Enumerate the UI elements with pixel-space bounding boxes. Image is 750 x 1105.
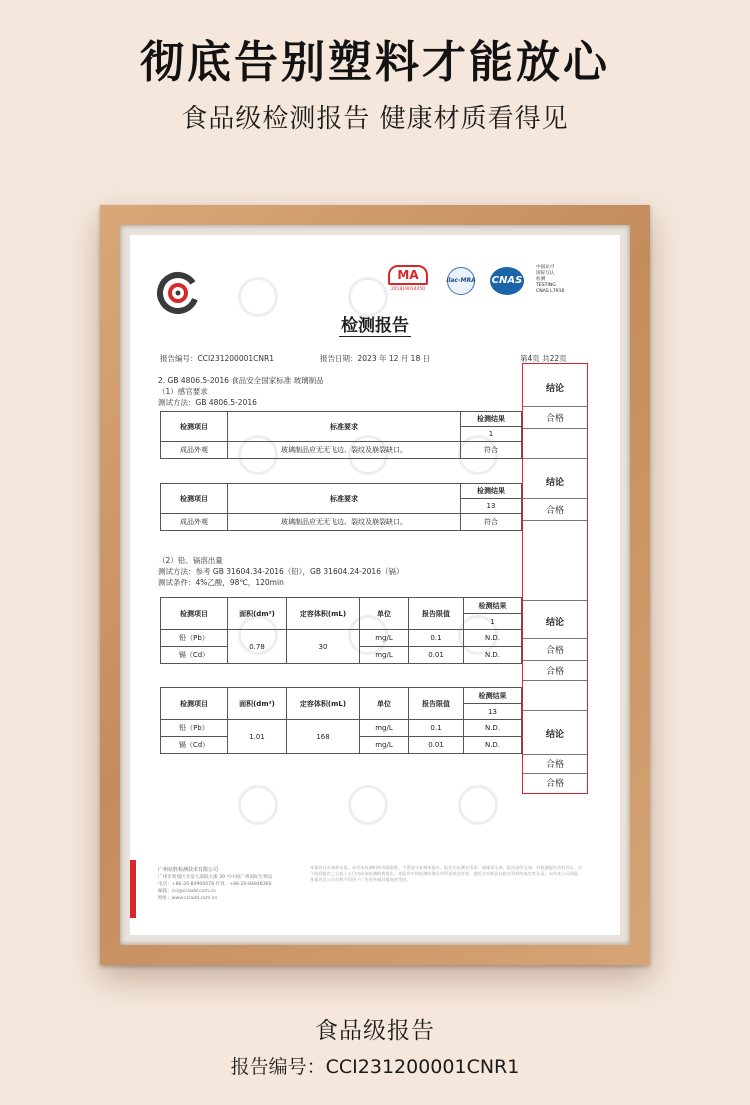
caption-title: 食品级报告 [315, 1018, 435, 1044]
conclusion-label: 结论 [545, 618, 564, 628]
sensory-table-1: 检测项目 标准要求 检测结果 1 成品外观 玻璃制品应无无飞边、裂纹及崩裂缺口。 符合 [160, 411, 522, 459]
conclusion-value: 合格 [545, 646, 564, 656]
migration-table-2: 检测项目 面积(dm²) 定容体积(mL) 单位 报告限值 检测结果 13 铅（Pb） 1.01 168 mg/L 0.1 N.D. 镉（Cd） mg/L 0.01 N.D. [160, 687, 522, 754]
watermark-icon [458, 785, 498, 825]
section-2: （2）铅、镉溶出量 测试方法：参考 GB 31604.34-2016（铅），GB 31604.24-2016（镉） 测试条件：4%乙酸，98℃，120min [158, 556, 404, 587]
sensory-table-2: 检测项目 标准要求 检测结果 13 成品外观 玻璃制品应无无飞边、裂纹及崩裂缺口。 符合 [160, 483, 522, 531]
conclusion-value: 合格 [545, 414, 564, 424]
conclusion-label: 结论 [545, 384, 564, 394]
report-date: 报告日期：2023 年 12 月 18 日 [320, 354, 431, 363]
accreditation-marks [388, 265, 588, 305]
conclusion-value: 合格 [545, 506, 564, 516]
footer-red-bar [130, 860, 136, 918]
subheadline: 食品级检测报告 健康材质看得见 [181, 104, 569, 134]
watermark-icon [238, 785, 278, 825]
migration-table-1: 检测项目 面积(dm²) 定容体积(mL) 单位 报告限值 检测结果 1 铅（Pb） 0.78 30 mg/L 0.1 N.D. 镉（Cd） mg/L 0.01 N.D. [160, 597, 522, 664]
report-paper [130, 235, 620, 935]
lab-logo-icon [156, 271, 200, 315]
report-title: 检测报告 [341, 316, 409, 336]
caption-number: 报告编号：CCI231200001CNR1 [230, 1056, 520, 1078]
conclusion-column [522, 363, 588, 794]
report-number: 报告编号：CCI231200001CNR1 [160, 354, 274, 363]
report-terms: 本报告仅对来样负责。未经本检测机构书面批准，不得部分复制本报告。报告无检测专用章、骑缝章无效。报告涂改无效。对检测报告若有异议，应于收到报告之日起十五日内向本检测机构提出。本报告中的检测结果仅对所送样品有效。委托方对样品及相关资料的真实性负责。未经本公司同意，本报告及公司名称不得用于广告宣传或其他商业用途。 [310, 865, 583, 882]
ilac-mark: ilac-MRA [444, 267, 478, 297]
frame-mat [120, 225, 630, 945]
lab-contact: 广州莅胜检测技术有限公司 广州市黄埔区开发大道联大街 39 号中国广州国际生物岛 电话：+86-20-84900078 传真：+86-20-84848360 邮箱：cci@cciadd.com.cn 网址：www.cciadd.com.cn [158, 867, 273, 901]
headline: 彻底告别塑料才能放心 [140, 37, 610, 88]
conclusion-value: 合格 [545, 760, 564, 770]
watermark-icon [348, 785, 388, 825]
conclusion-label: 结论 [545, 478, 564, 488]
cnas-mark: CNAS [486, 267, 530, 297]
section-1: 2. GB 4806.5-2016 食品安全国家标准 玻璃制品 （1）感官要求 测试方法：GB 4806.5-2016 [158, 376, 324, 407]
cnas-text: 中国认可 国际互认 检测 TESTING CNAS L7916 [536, 265, 565, 294]
conclusion-value: 合格 [545, 667, 564, 677]
conclusion-value: 合格 [545, 779, 564, 789]
conclusion-label: 结论 [545, 730, 564, 740]
wood-frame [100, 205, 650, 965]
cma-mark: MA 201819014450 [388, 265, 428, 295]
page-number: 第4页 共22页 [520, 354, 567, 363]
